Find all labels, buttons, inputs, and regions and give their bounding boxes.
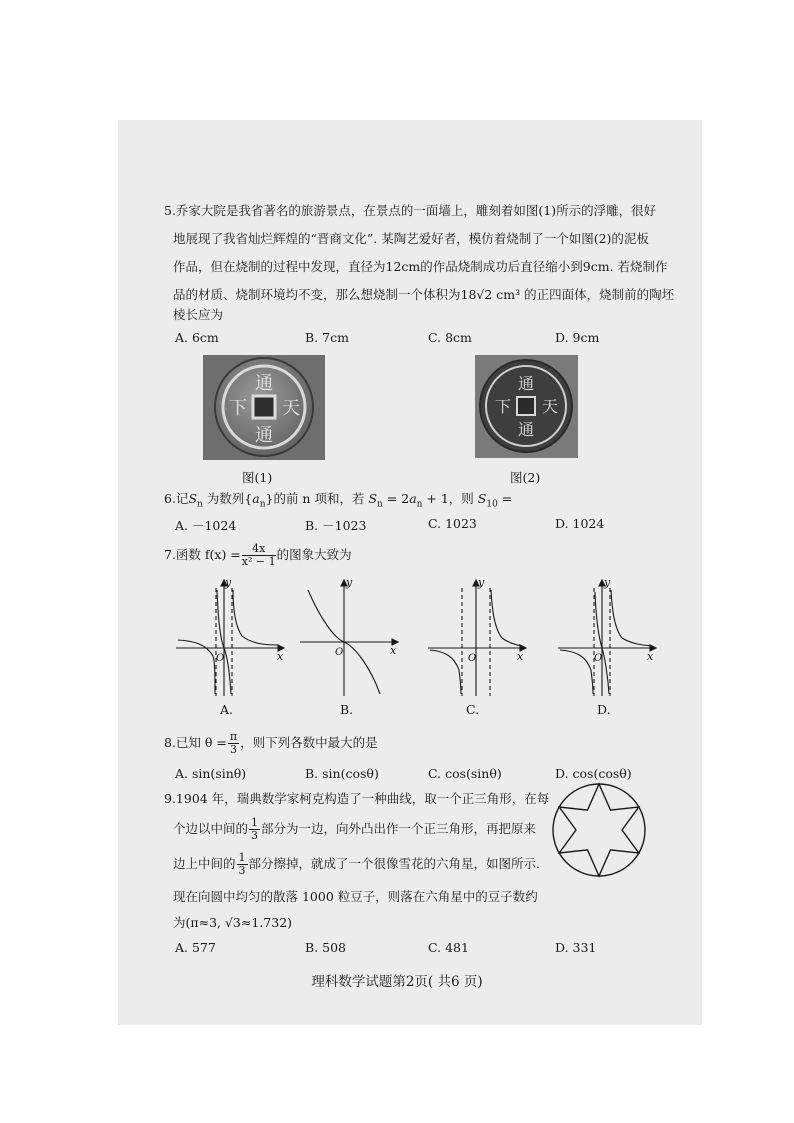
coin1-char-top: 通 xyxy=(255,373,273,394)
coin2-char-left: 下 xyxy=(494,397,512,416)
q7-stem: 7.函数 f(x) = $\frac{4x}{\text{x² − 1}}$ 的图象大致为 xyxy=(164,542,352,568)
q9-option-a: A. 577 xyxy=(175,940,216,955)
svg-text:O: O xyxy=(468,653,477,664)
svg-text:O: O xyxy=(335,647,344,658)
q5-option-c: C. 8cm xyxy=(428,330,472,345)
svg-text:x: x xyxy=(277,650,284,663)
coin1-char-right: 天 xyxy=(282,398,300,419)
q6-stem: 6.记$S_n$ 为数列$\{a_n\}$的前 n 项和，若 $S_n = 2a_n + 1$，则 $S_{10}$ = xyxy=(164,491,513,510)
coin1-char-left: 下 xyxy=(229,398,247,419)
svg-text:x: x xyxy=(390,644,397,657)
q8-stem: 8.已知 θ = $\frac{\pi}{3}$ ，则下列各数中最大的是 xyxy=(164,730,378,756)
q7-option-a: A. xyxy=(220,702,234,717)
q7-option-b: B. xyxy=(340,702,354,717)
q9-line-1: 9.1904 年，瑞典数学家柯克构造了一种曲线，取一个正三角形，在每 xyxy=(164,791,550,806)
q7-option-d: D. xyxy=(597,702,611,717)
q5-line-2: 地展现了我省灿烂辉煌的“晋商文化”. 某陶艺爱好者，模仿着烧制了一个如图(2)的泥板 xyxy=(173,231,649,246)
q9-option-c: C. 481 xyxy=(428,940,469,955)
page-footer: 理科数学试题第2页( 共6 页) xyxy=(311,974,483,990)
q8-option-c: C. cos(sinθ) xyxy=(428,766,502,781)
clay-plate-photo xyxy=(475,355,578,458)
q9-line-3: 边上中间的 $\frac{1}{3}$ 部分擦掉，就成了一个很像雪花的六角星，如图所示. xyxy=(173,851,540,877)
q5-option-b: B. 7cm xyxy=(305,330,349,345)
coin2-char-bottom: 通 xyxy=(517,420,535,439)
q7-graph-a xyxy=(174,578,286,698)
q7-fraction: $\frac{4x}{\text{x² − 1}}$ xyxy=(241,542,276,568)
figure-1-caption: 图(1) xyxy=(242,470,273,485)
svg-text:O: O xyxy=(216,653,225,664)
q9-line-5: 为(π≈3, √3≈1.732) xyxy=(173,915,293,930)
q5-line-1: 5.乔家大院是我省著名的旅游景点，在景点的一面墙上，雕刻着如图(1)所示的浮雕，很好 xyxy=(164,203,657,218)
svg-text:O: O xyxy=(594,653,603,664)
q9-option-b: B. 508 xyxy=(305,940,346,955)
coin2-char-right: 天 xyxy=(541,397,559,416)
q6-option-b: B. －1023 xyxy=(305,518,367,533)
q7-option-c: C. xyxy=(466,702,480,717)
q8-option-b: B. sin(cosθ) xyxy=(305,766,379,781)
relief-coin-photo xyxy=(203,355,325,460)
q5-line-5: 棱长应为 xyxy=(173,307,224,322)
coin1-char-bottom: 通 xyxy=(255,425,273,446)
q8-option-a: A. sin(sinθ) xyxy=(175,766,247,781)
q6-option-a: A. －1024 xyxy=(175,518,237,533)
q5-option-d: D. 9cm xyxy=(555,330,600,345)
q7-graph-b xyxy=(298,578,400,698)
q7-graph-d xyxy=(556,578,658,698)
q9-line-2: 个边以中间的 $\frac{1}{3}$ 部分为一边，向外凸出作一个正三角形，再把原来 xyxy=(173,816,537,842)
q6-option-c: C. 1023 xyxy=(428,516,477,531)
svg-text:x: x xyxy=(647,650,654,663)
hexagram-in-circle-figure xyxy=(550,781,648,879)
coin2-char-top: 通 xyxy=(517,374,535,393)
figure-2-caption: 图(2) xyxy=(510,470,541,485)
q5-line-4: 品的材质、烧制环境均不变，那么想烧制一个体积为18√2 cm³ 的正四面体，烧制前的陶坯 xyxy=(173,287,675,302)
q8-fraction: $\frac{\pi}{3}$ xyxy=(229,730,238,756)
six-pointed-star xyxy=(559,784,639,876)
q8-option-d: D. cos(cosθ) xyxy=(555,766,632,781)
svg-text:y: y xyxy=(604,578,611,589)
q9-line-4: 现在向圆中均匀的散落 1000 粒豆子，则落在六角星中的豆子数约 xyxy=(173,889,538,904)
svg-text:x: x xyxy=(517,650,524,663)
svg-text:y: y xyxy=(346,578,353,589)
svg-text:y: y xyxy=(478,578,485,589)
svg-text:y: y xyxy=(225,578,232,589)
q7-graph-c xyxy=(426,578,528,698)
q6-option-d: D. 1024 xyxy=(555,516,605,531)
q9-option-d: D. 331 xyxy=(555,940,597,955)
q5-line-3: 作品，但在烧制的过程中发现，直径为12cm的作品烧制成功后直径缩小到9cm. 若烧制作 xyxy=(173,259,668,274)
q5-option-a: A. 6cm xyxy=(175,330,219,345)
